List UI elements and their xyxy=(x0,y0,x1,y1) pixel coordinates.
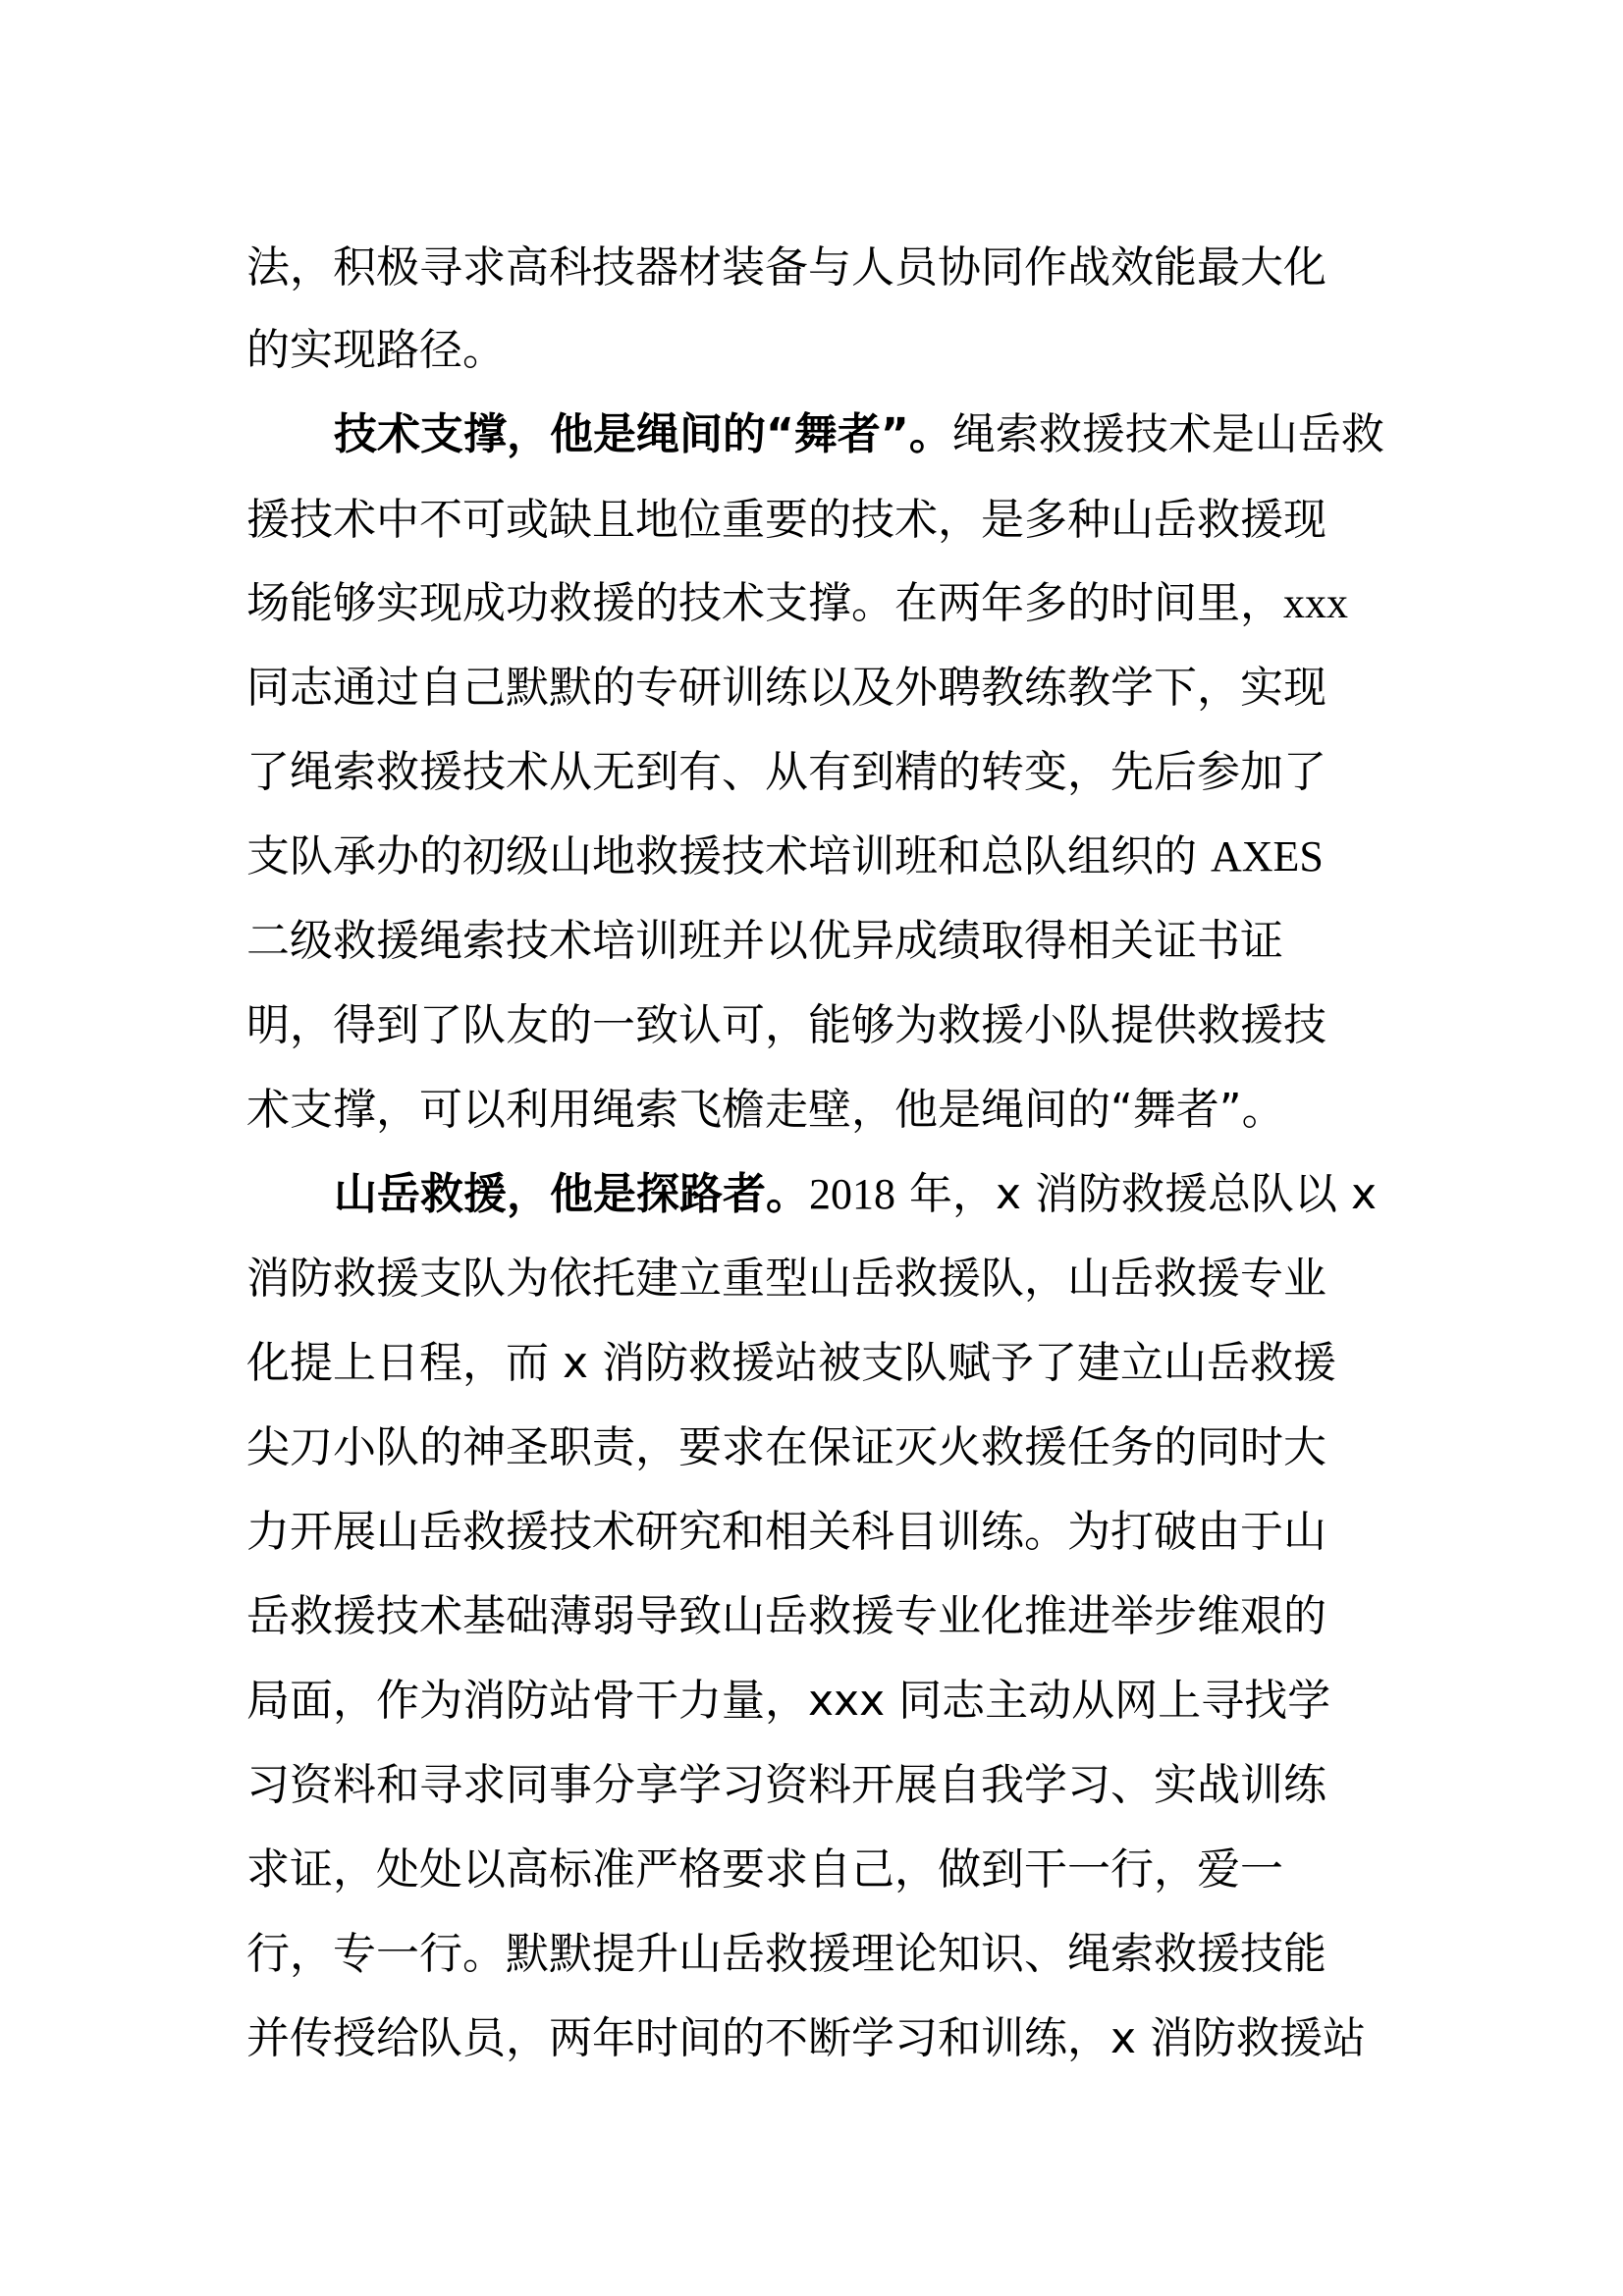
paragraph-line xyxy=(334,1165,1377,1224)
text-line: 法，积极寻求高科技器材装备与人员协同作战效能最大化 xyxy=(246,242,1326,293)
text-line xyxy=(246,574,1348,633)
text-line: 同志通过自己默默的专研训练以及外聘教练教学下，实现 xyxy=(246,663,1326,713)
text-segment: 年，x 消防救援总队以 x xyxy=(895,1169,1378,1219)
text-line: 的实现路径。 xyxy=(246,325,506,375)
paragraph-heading: 山岳救援，他是探路者。 xyxy=(334,1169,809,1219)
text-line: 习资料和寻求同事分享学习资料开展自我学习、实战训练 xyxy=(246,1760,1326,1810)
text-line: 化提上日程，而 x 消防救援站被支队赋予了建立山岳救援 xyxy=(246,1338,1337,1388)
text-line: 行，专一行。默默提升山岳救援理论知识、绳索救援技能 xyxy=(246,1929,1326,1979)
text-segment: 场能够实现成功救援的技术支撑。在两年多的时间里， xyxy=(246,578,1283,628)
text-line: 力开展山岳救援技术研究和相关科目训练。为打破由于山 xyxy=(246,1507,1326,1557)
paragraph-text: 绳索救援技术是山岳救 xyxy=(951,409,1384,459)
text-segment: 支队承办的初级山地救援技术培训班和总队组织的 xyxy=(246,831,1211,881)
text-line: 求证，处处以高标准严格要求自己，做到干一行，爱一 xyxy=(246,1844,1283,1895)
text-line: 术支撑，可以利用绳索飞檐走壁，他是绳间的“舞者”。 xyxy=(246,1085,1285,1135)
paragraph-line xyxy=(334,405,1384,464)
text-line xyxy=(246,828,1324,886)
text-line: 援技术中不可或缺且地位重要的技术，是多种山岳救援现 xyxy=(246,495,1326,545)
text-line: 岳救援技术基础薄弱导致山岳救援专业化推进举步维艰的 xyxy=(246,1591,1326,1641)
text-segment: AXES xyxy=(1210,832,1324,881)
text-line: 尖刀小队的神圣职责，要求在保证灭火救援任务的同时大 xyxy=(246,1422,1326,1472)
paragraph-heading: 技术支撑，他是绳间的“舞者”。 xyxy=(334,409,952,459)
text-line: 了绳索救援技术从无到有、从有到精的转变，先后参加了 xyxy=(246,747,1326,797)
text-line: 并传授给队员，两年时间的不断学习和训练，x 消防救援站 xyxy=(246,2013,1367,2063)
text-segment: xxx xyxy=(1283,579,1348,627)
text-line: 二级救援绳索技术培训班并以优异成绩取得相关证书证 xyxy=(246,916,1283,966)
text-line: 消防救援支队为依托建立重型山岳救援队，山岳救援专业 xyxy=(246,1254,1326,1304)
text-line: 局面，作为消防站骨干力量，xxx 同志主动从网上寻找学 xyxy=(246,1676,1331,1726)
text-segment: 2018 xyxy=(809,1170,895,1218)
text-line: 明，得到了队友的一致认可，能够为救援小队提供救援技 xyxy=(246,1000,1326,1050)
